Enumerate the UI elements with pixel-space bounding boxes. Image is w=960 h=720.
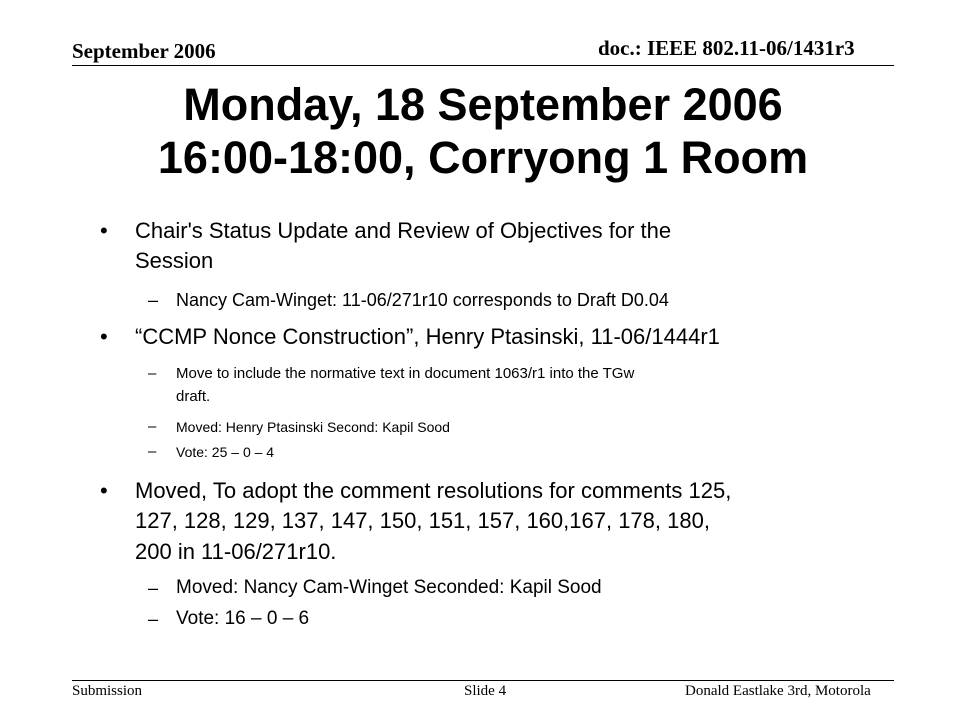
item3-text-line-3: 200 in 11-06/271r10. [135, 539, 337, 564]
footer-slide-number: Slide 4 [464, 683, 507, 699]
item2-text-line-1: “CCMP Nonce Construction”, Henry Ptasinski, 11-06/1444r1 [135, 324, 720, 349]
bullet-marker: • [100, 218, 108, 243]
header-rule [72, 65, 894, 66]
item2-sub3-text: Vote: 25 – 0 – 4 [176, 444, 275, 460]
dash-marker: – [148, 290, 159, 310]
footer-rule [72, 680, 894, 681]
item1-sub1-text: Nancy Cam-Winget: 11-06/271r10 corresponds to Draft D0.04 [176, 290, 669, 310]
bullet-marker: • [100, 324, 108, 349]
document-id: doc.: IEEE 802.11-06/1431r3 [598, 36, 855, 60]
item2-sub1-text-line-1: Move to include the normative text in document 1063/r1 into the TGw [176, 365, 635, 382]
bullet-marker: • [100, 478, 108, 503]
item1-text-line-1: Chair's Status Update and Review of Objectives for the [135, 218, 672, 243]
item2-sub1-text-line-2: draft. [176, 388, 211, 405]
title-line-1: Monday, 18 September 2006 [183, 79, 783, 130]
dash-marker: – [148, 578, 159, 598]
item1-text-line-2: Session [135, 248, 214, 273]
item3-sub1-text: Moved: Nancy Cam-Winget Seconded: Kapil Sood [176, 577, 602, 598]
dash-marker: – [148, 443, 157, 460]
dash-marker: – [148, 365, 157, 382]
footer-author: Donald Eastlake 3rd, Motorola [685, 683, 871, 699]
dash-marker: – [148, 418, 157, 435]
title-line-2: 16:00-18:00, Corryong 1 Room [157, 132, 809, 183]
header-date: September 2006 [72, 39, 216, 63]
footer-submission: Submission [72, 683, 143, 699]
item3-sub2-text: Vote: 16 – 0 – 6 [176, 608, 310, 629]
item3-text-line-2: 127, 128, 129, 137, 147, 150, 151, 157, 160,167, 178, 180, [135, 508, 710, 533]
dash-marker: – [148, 609, 159, 629]
item2-sub2-text: Moved: Henry Ptasinski Second: Kapil Sood [176, 419, 450, 435]
item3-text-line-1: Moved, To adopt the comment resolutions for comments 125, [135, 478, 732, 503]
slide-title [72, 78, 894, 184]
